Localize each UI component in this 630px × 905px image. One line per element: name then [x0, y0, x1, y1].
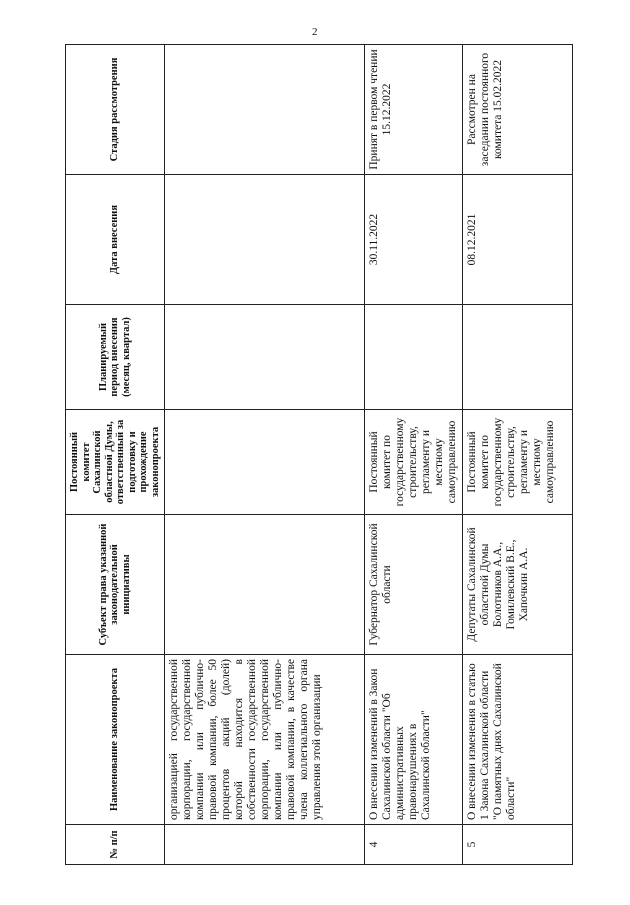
cell-date: 30.11.2022 [365, 175, 463, 305]
cell-planned [463, 305, 573, 410]
bill-table-container [65, 45, 556, 865]
cell-planned [365, 305, 463, 410]
cell-stage: Рассмотрен на заседании постоянного комитета 15.02.2022 [463, 45, 573, 175]
cell-subject: Депутаты Сахалинской областной Думы Болотников А.А., Гомилевский В.Е., Хапочкин А.А. [463, 515, 573, 655]
rotated-table-frame [65, 45, 556, 865]
header-planned: Планируемый период внесения (месяц, квартал) [66, 305, 165, 410]
cell-num: 5 [463, 825, 573, 865]
cell-subject [165, 515, 365, 655]
header-committee: Постоянный комитет Сахалинской областной Думы, ответственный за подготовку и прохождение законопроекта [66, 410, 165, 515]
table-row [463, 45, 573, 865]
table-header-row [66, 45, 165, 865]
cell-name: организацией государственной корпорации, государственной компании или публично-правовой компании, более 50 процентов акций (долей) которой находится в собственности государственной корпорации, государственной компании или публично-правовой компании, в качестве члена коллегиального органа управления этой организации [165, 655, 365, 825]
header-name: Наименование законопроекта [66, 655, 165, 825]
cell-num: 4 [365, 825, 463, 865]
cell-subject: Губернатор Сахалинской области [365, 515, 463, 655]
cell-date: 08.12.2021 [463, 175, 573, 305]
table-row [365, 45, 463, 865]
header-num: № п/п [66, 825, 165, 865]
cell-num [165, 825, 365, 865]
cell-stage: Принят в первом чтении 15.12.2022 [365, 45, 463, 175]
cell-name: О внесении изменения в статью 1 Закона Сахалинской области "О памятных днях Сахалинской области" [463, 655, 573, 825]
cell-name: О внесении изменений в Закон Сахалинской области "Об административных правонарушениях в Сахалинской области" [365, 655, 463, 825]
cell-committee [165, 410, 365, 515]
header-date: Дата внесения [66, 175, 165, 305]
header-stage: Стадия рассмотрения [66, 45, 165, 175]
cell-committee: Постоянный комитет по государственному строительству, регламенту и местному самоуправлению [365, 410, 463, 515]
header-subject: Субъект права указанной законодательной инициативы [66, 515, 165, 655]
cell-committee: Постоянный комитет по государственному строительству, регламенту и местному самоуправлению [463, 410, 573, 515]
bill-table [65, 44, 573, 865]
cell-planned [165, 305, 365, 410]
cell-date [165, 175, 365, 305]
cell-stage [165, 45, 365, 175]
table-row [165, 45, 365, 865]
page-number: 2 [312, 26, 318, 38]
